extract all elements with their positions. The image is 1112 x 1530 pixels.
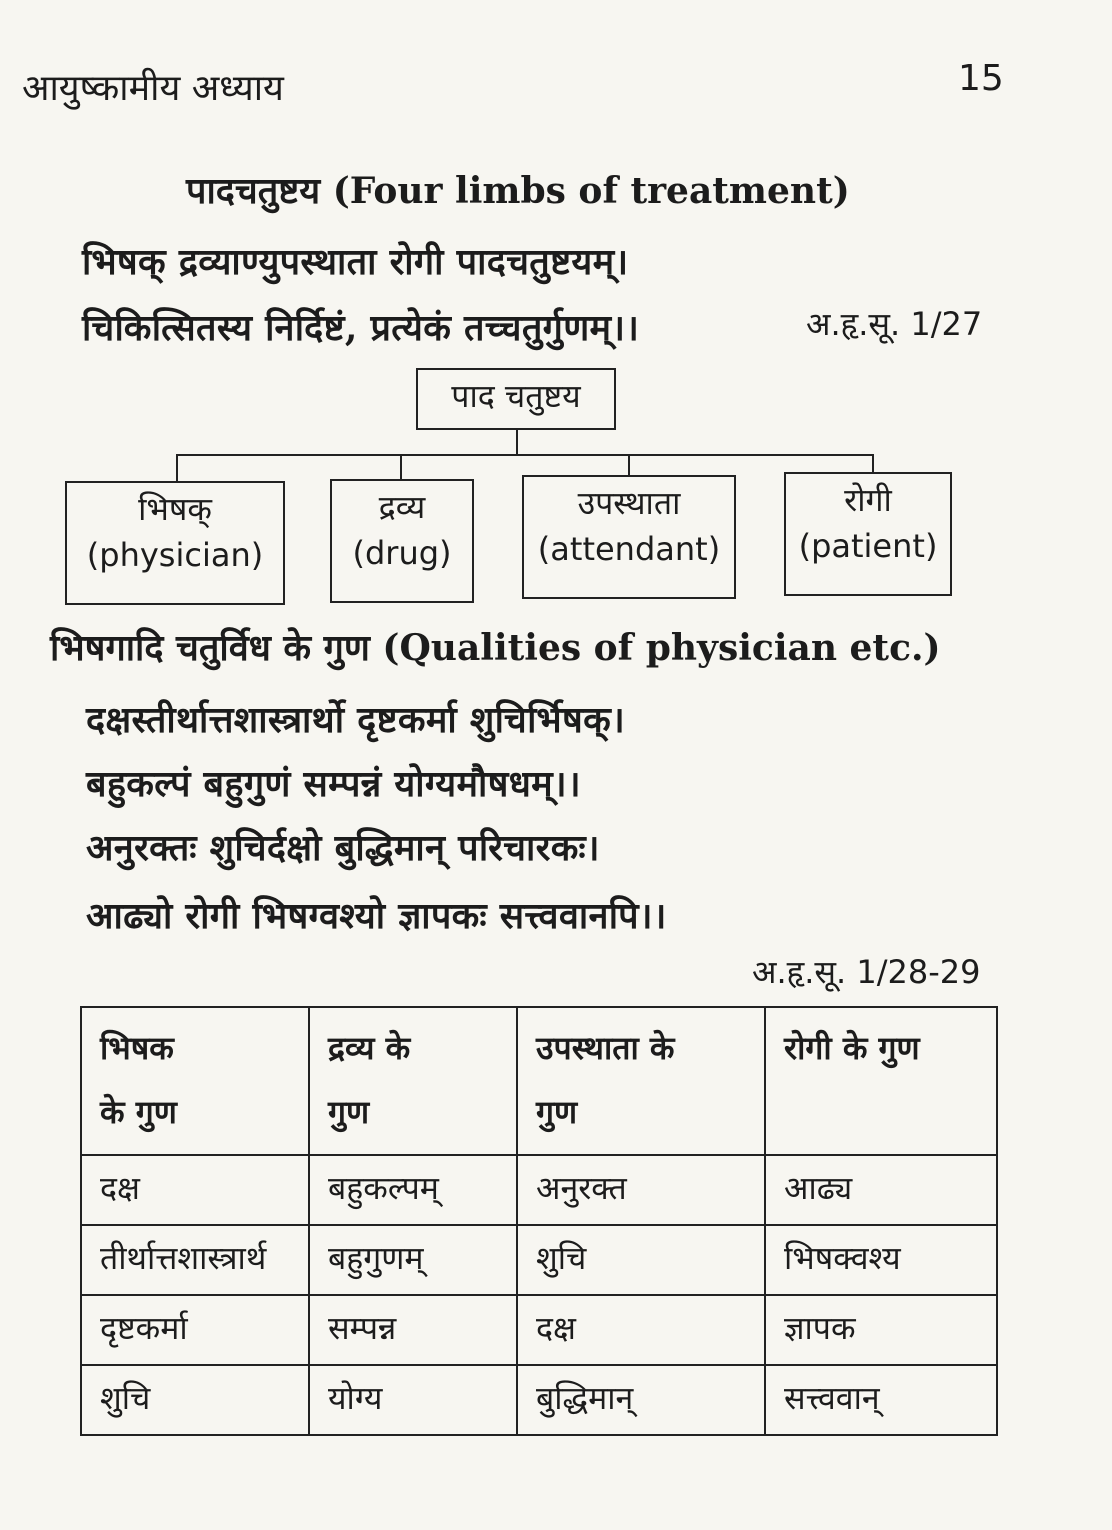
- header-line: रोगी के गुण: [784, 1029, 920, 1067]
- verse-2-line-2: बहुकल्पं बहुगुणं सम्पन्नं योग्यमौषधम्।।: [86, 763, 581, 805]
- tree-connector-3: [628, 454, 630, 476]
- header-line: भिषक: [100, 1029, 174, 1067]
- table-cell: सम्पन्न: [309, 1295, 517, 1365]
- tree-connector-horizontal: [176, 454, 874, 456]
- table-row: [81, 1365, 997, 1435]
- header-patient-qualities: [765, 1007, 997, 1155]
- tree-connector-2: [400, 454, 402, 480]
- attendant-label: उपस्थाता: [577, 484, 681, 522]
- header-line: गुण: [328, 1093, 370, 1131]
- table-cell: दृष्टकर्मा: [81, 1295, 309, 1365]
- reference-1-28-29: अ.हृ.सू. 1/28-29: [752, 953, 981, 991]
- header-line: द्रव्य के: [328, 1029, 411, 1067]
- drug-label: द्रव्य: [378, 488, 426, 526]
- tree-connector-root: [516, 430, 518, 454]
- tree-connector-4: [872, 454, 874, 474]
- table-cell: शुचि: [517, 1225, 765, 1295]
- table-row: [81, 1155, 997, 1225]
- header-line: के गुण: [100, 1093, 177, 1131]
- table-cell: दक्ष: [517, 1295, 765, 1365]
- table-cell: अनुरक्त: [517, 1155, 765, 1225]
- table-cell: शुचि: [81, 1365, 309, 1435]
- reference-1-27: अ.हृ.सू. 1/27: [806, 305, 983, 343]
- table-row: [81, 1225, 997, 1295]
- table-cell: बहुकल्पम्: [309, 1155, 517, 1225]
- table-header-row: [81, 1007, 997, 1155]
- table-cell: तीर्थात्तशास्त्रार्थ: [81, 1225, 309, 1295]
- table-cell: बुद्धिमान्: [517, 1365, 765, 1435]
- verse-2-line-3: अनुरक्तः शुचिर्दक्षो बुद्धिमान् परिचारकः।: [86, 827, 600, 869]
- physician-english: (physician): [86, 536, 264, 574]
- tree-root-box: [416, 368, 616, 430]
- running-head: आयुष्कामीय अध्याय: [22, 68, 284, 109]
- table-cell: ज्ञापक: [765, 1295, 997, 1365]
- table-cell: दक्ष: [81, 1155, 309, 1225]
- header-attendant-qualities: [517, 1007, 765, 1155]
- tree-connector-1: [176, 454, 178, 482]
- tree-node-attendant: [522, 475, 736, 599]
- page-number: 15: [958, 58, 1004, 99]
- physician-label: भिषक्: [138, 490, 212, 528]
- table-row: [81, 1295, 997, 1365]
- patient-english: (patient): [798, 527, 938, 565]
- table-cell: भिषक्वश्य: [765, 1225, 997, 1295]
- verse-2-line-4: आढ्यो रोगी भिषग्वश्यो ज्ञापकः सत्त्ववानपि।।: [86, 895, 667, 937]
- section1-heading: पादचतुष्टय (Four limbs of treatment): [186, 170, 850, 212]
- verse-2-line-1: दक्षस्तीर्थात्तशास्त्रार्थो दृष्टकर्मा शुचिर्भिषक्।: [86, 699, 626, 741]
- tree-root-label: पाद चतुष्टय: [451, 377, 581, 415]
- table-cell: बहुगुणम्: [309, 1225, 517, 1295]
- tree-node-patient: [784, 472, 952, 596]
- header-drug-qualities: [309, 1007, 517, 1155]
- header-physician-qualities: [81, 1007, 309, 1155]
- qualities-table: [80, 1006, 998, 1436]
- table-cell: योग्य: [309, 1365, 517, 1435]
- tree-node-drug: [330, 479, 474, 603]
- section2-heading: भिषगादि चतुर्विध के गुण (Qualities of physician etc.): [50, 627, 941, 669]
- drug-english: (drug): [352, 534, 452, 572]
- verse-1-line-1: भिषक् द्रव्याण्युपस्थाता रोगी पादचतुष्टयम्।: [82, 241, 629, 283]
- tree-node-physician: [65, 481, 285, 605]
- attendant-english: (attendant): [537, 530, 721, 568]
- verse-1-line-2: चिकित्सितस्य निर्दिष्टं, प्रत्येकं तच्चतुर्गुणम्।।: [82, 307, 640, 349]
- patient-label: रोगी: [844, 481, 892, 519]
- table-cell: सत्त्ववान्: [765, 1365, 997, 1435]
- table-cell: आढ्य: [765, 1155, 997, 1225]
- header-line: उपस्थाता के: [536, 1029, 675, 1067]
- header-line: गुण: [536, 1093, 578, 1131]
